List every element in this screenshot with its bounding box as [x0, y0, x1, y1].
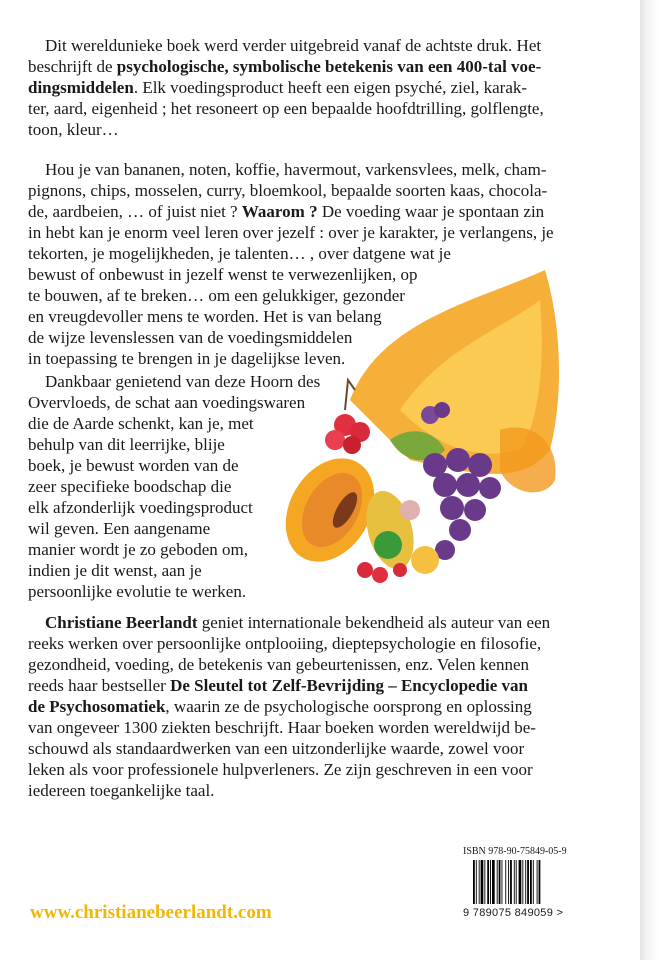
barcode-bar	[533, 860, 534, 904]
text-segment: Overvloeds, de schat aan voedingswaren	[28, 393, 306, 412]
text-line	[28, 77, 544, 98]
text-segment: van ongeveer 1300 ziekten beschrijft. Haar boeken worden wereldwijd be-	[28, 718, 536, 737]
barcode-bar	[530, 860, 532, 904]
barcode-bar	[476, 860, 477, 904]
text-segment: in toepassing te brengen in je dagelijkse leven.	[28, 349, 346, 368]
barcode-number: 9 789075 849059 >	[463, 907, 564, 919]
text-segment: gezondheid, voeding, de betekenis van gebeurtenissen, enz. Velen kennen	[28, 655, 530, 674]
barcode-bar	[497, 860, 498, 904]
text-segment: toon, kleur…	[28, 120, 119, 139]
barcode-bar	[537, 860, 538, 904]
text-segment	[28, 613, 45, 632]
barcode-bar	[502, 860, 503, 904]
website-link[interactable]: www.christianebeerlandt.com	[30, 902, 272, 923]
text-line	[28, 35, 544, 56]
text-line	[28, 612, 550, 633]
text-line	[28, 654, 550, 675]
text-segment: reeks werken over persoonlijke ontplooiing, dieptepsychologie en filosofie,	[28, 634, 542, 653]
text-segment: ter, aard, eigenheid ; het resoneert op een bepaalde hoofdtrilling, golflengte,	[28, 99, 544, 118]
text-line	[28, 159, 554, 180]
text-line	[28, 201, 554, 222]
barcode-bar	[508, 860, 509, 904]
text-line	[28, 738, 550, 759]
barcode-bar	[527, 860, 529, 904]
text-line	[28, 222, 554, 243]
text-segment: geniet internationale bekendheid als auteur van een	[197, 613, 551, 632]
text-line	[28, 717, 550, 738]
author-bio-paragraph	[28, 612, 550, 801]
bold-text: Waarom ?	[241, 202, 318, 221]
barcode-bar	[525, 860, 526, 904]
bold-text: De Sleutel tot Zelf-Bevrijding – Encyclopedie van	[170, 676, 528, 695]
barcode-bar	[487, 860, 489, 904]
bold-text: dingsmiddelen	[28, 78, 134, 97]
barcode-bar	[481, 860, 484, 904]
text-segment: elk afzonderlijk voedingsproduct	[28, 498, 253, 517]
barcode-image	[473, 860, 555, 904]
intro-paragraph	[28, 35, 544, 140]
text-segment: beschrijft de	[28, 57, 117, 76]
text-segment: pignons, chips, mosselen, curry, bloemkool, bepaalde soorten kaas, chocola-	[28, 181, 548, 200]
text-line	[28, 119, 544, 140]
barcode-bar	[490, 860, 491, 904]
text-segment: te bouwen, af te breken… om een gelukkiger, gezonder	[28, 286, 405, 305]
barcode-bar	[505, 860, 506, 904]
text-segment: , waarin ze de psychologische oorsprong en oplossing	[165, 697, 532, 716]
text-segment: bewust of onbewust in jezelf wenst te verwezenlijken, op	[28, 265, 418, 284]
text-segment: in hebt kan je enorm veel leren over jezelf : over je karakter, je verlangens, je	[28, 223, 554, 242]
text-segment: de, aardbeien, … of juist niet ?	[28, 202, 242, 221]
text-line	[28, 780, 550, 801]
text-segment: reeds haar bestseller	[28, 676, 171, 695]
text-segment: Dit wereldunieke boek werd verder uitgebreid vanaf de achtste druk. Het	[28, 36, 542, 55]
barcode-bar	[473, 860, 475, 904]
text-line	[28, 180, 554, 201]
text-segment: tekorten, je mogelijkheden, je talenten… , over datgene wat je	[28, 244, 451, 263]
barcode-bar	[479, 860, 480, 904]
text-line	[28, 696, 550, 717]
bold-text: de Psychosomatiek	[28, 697, 166, 716]
text-segment: indien je dit wenst, aan je	[28, 561, 202, 580]
text-line	[28, 56, 544, 77]
text-segment: zeer specifieke boodschap die	[28, 477, 232, 496]
text-segment: persoonlijke evolutie te werken.	[28, 582, 247, 601]
text-segment: De voeding waar je spontaan zin	[317, 202, 545, 221]
text-line	[28, 759, 550, 780]
text-segment: en vreugdevoller mens te worden. Het is van belang	[28, 307, 382, 326]
text-segment: schouwd als standaardwerken van een uitzonderlijke waarde, zowel voor	[28, 739, 525, 758]
barcode-bar	[519, 860, 522, 904]
barcode-bar	[522, 860, 523, 904]
barcode-bar	[484, 860, 485, 904]
text-line	[28, 633, 550, 654]
text-segment: leken als voor professionele hulpverleners. Ze zijn geschreven in een voor	[28, 760, 533, 779]
barcode-bar	[516, 860, 517, 904]
barcode-bar	[510, 860, 512, 904]
text-segment: Hou je van bananen, noten, koffie, havermout, varkensvlees, melk, cham-	[28, 160, 547, 179]
isbn-label: ISBN 978-90-75849-05-9	[463, 846, 567, 857]
text-segment: de wijze levenslessen van de voedingsmiddelen	[28, 328, 353, 347]
text-segment: wil geven. Een aangename	[28, 519, 211, 538]
barcode-bar	[499, 860, 501, 904]
barcode-bar	[514, 860, 515, 904]
bold-text: psychologische, symbolische betekenis van een 400-tal voe-	[116, 57, 542, 76]
text-segment: . Elk voedingsproduct heeft een eigen psyché, ziel, karak-	[133, 78, 528, 97]
barcode-bar	[492, 860, 495, 904]
text-segment: Dankbaar genietend van deze Hoorn des	[28, 372, 321, 391]
bold-text: Christiane Beerlandt	[45, 613, 198, 632]
fruit-cornucopia-illustration	[260, 260, 570, 600]
book-spine-edge	[640, 0, 659, 960]
text-segment: boek, je bewust worden van de	[28, 456, 239, 475]
text-segment: iedereen toegankelijke taal.	[28, 781, 215, 800]
text-segment: manier wordt je zo geboden om,	[28, 540, 248, 559]
barcode-bar	[539, 860, 541, 904]
text-line	[28, 98, 544, 119]
text-segment: die de Aarde schenkt, kan je, met	[28, 414, 254, 433]
text-line	[28, 675, 550, 696]
text-segment: behulp van dit leerrijke, blije	[28, 435, 225, 454]
